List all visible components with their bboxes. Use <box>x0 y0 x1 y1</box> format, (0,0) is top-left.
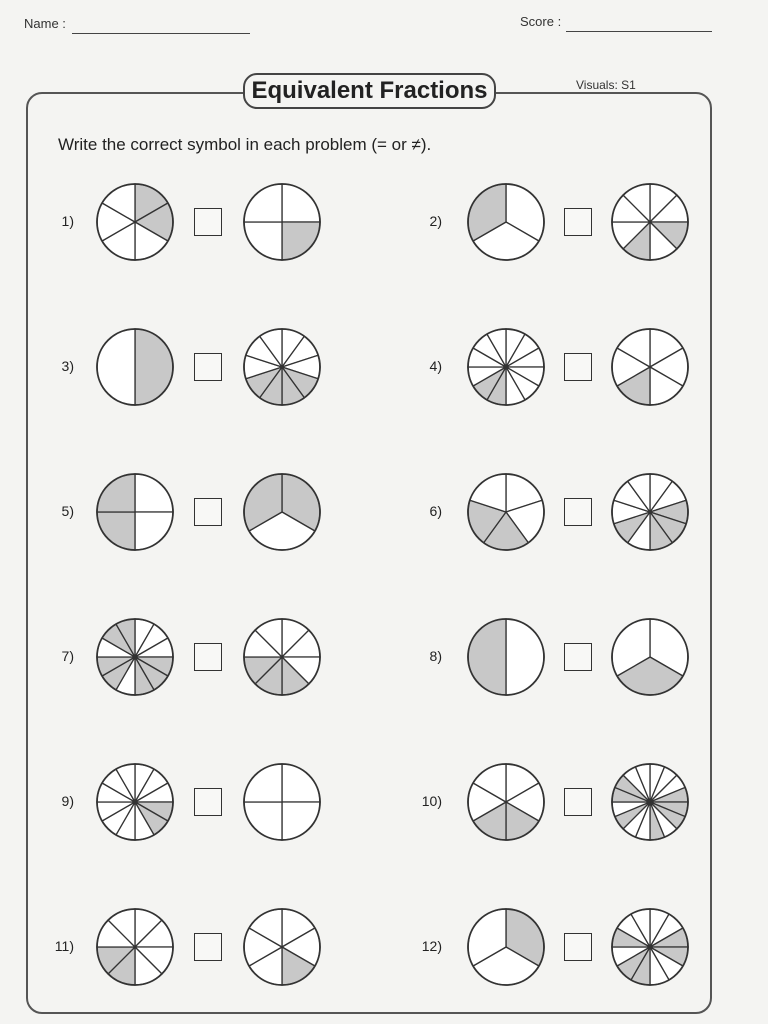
fraction-circle-right <box>610 617 690 697</box>
fraction-circle-left <box>466 907 546 987</box>
pie-slice <box>506 619 544 695</box>
worksheet-title: Equivalent Fractions <box>243 73 496 109</box>
fraction-circle-right <box>242 617 322 697</box>
answer-box[interactable] <box>194 788 222 816</box>
problem-number: 4) <box>429 358 442 374</box>
answer-box[interactable] <box>564 933 592 961</box>
fraction-circle-left <box>95 472 175 552</box>
fraction-circle-left <box>95 182 175 262</box>
problem-number: 3) <box>61 358 74 374</box>
fraction-circle-left <box>95 327 175 407</box>
problem-number: 5) <box>61 503 74 519</box>
fraction-circle-right <box>242 327 322 407</box>
answer-box[interactable] <box>564 643 592 671</box>
answer-box[interactable] <box>564 498 592 526</box>
pie-slice-shaded <box>135 329 173 405</box>
problem-number: 2) <box>429 213 442 229</box>
answer-box[interactable] <box>564 208 592 236</box>
fraction-circle-left <box>466 327 546 407</box>
answer-box[interactable] <box>564 788 592 816</box>
pie-slice-shaded <box>468 619 506 695</box>
problem-number: 1) <box>61 213 74 229</box>
fraction-circle-right <box>610 327 690 407</box>
problem-number: 12) <box>421 938 442 954</box>
fraction-circle-right <box>610 182 690 262</box>
fraction-circle-left <box>466 472 546 552</box>
fraction-circle-right <box>610 907 690 987</box>
answer-box[interactable] <box>194 643 222 671</box>
problem-number: 7) <box>61 648 74 664</box>
fraction-circle-left <box>95 762 175 842</box>
fraction-circle-right <box>242 907 322 987</box>
fraction-circle-right <box>610 472 690 552</box>
fraction-circle-right <box>610 762 690 842</box>
problem-number: 11) <box>54 938 74 954</box>
fraction-circle-left <box>466 617 546 697</box>
problem-number: 6) <box>429 503 442 519</box>
problem-number: 8) <box>429 648 442 664</box>
score-label: Score : <box>520 14 562 29</box>
problem-number: 9) <box>61 793 74 809</box>
pie-slice <box>97 329 135 405</box>
instruction-text: Write the correct symbol in each problem (= or ≠). <box>58 135 432 154</box>
fraction-circle-left <box>95 617 175 697</box>
name-field[interactable] <box>72 33 250 34</box>
name-label: Name : <box>24 16 66 31</box>
problem-number: 10) <box>421 793 442 809</box>
fraction-circle-left <box>466 182 546 262</box>
answer-box[interactable] <box>194 208 222 236</box>
answer-box[interactable] <box>194 353 222 381</box>
fraction-circle-right <box>242 182 322 262</box>
fraction-circle-right <box>242 762 322 842</box>
fraction-circle-right <box>242 472 322 552</box>
answer-box[interactable] <box>194 933 222 961</box>
answer-box[interactable] <box>194 498 222 526</box>
score-field[interactable] <box>566 31 712 32</box>
fraction-circle-left <box>466 762 546 842</box>
visuals-tag: Visuals: S1 <box>576 78 636 92</box>
fraction-circle-left <box>95 907 175 987</box>
answer-box[interactable] <box>564 353 592 381</box>
